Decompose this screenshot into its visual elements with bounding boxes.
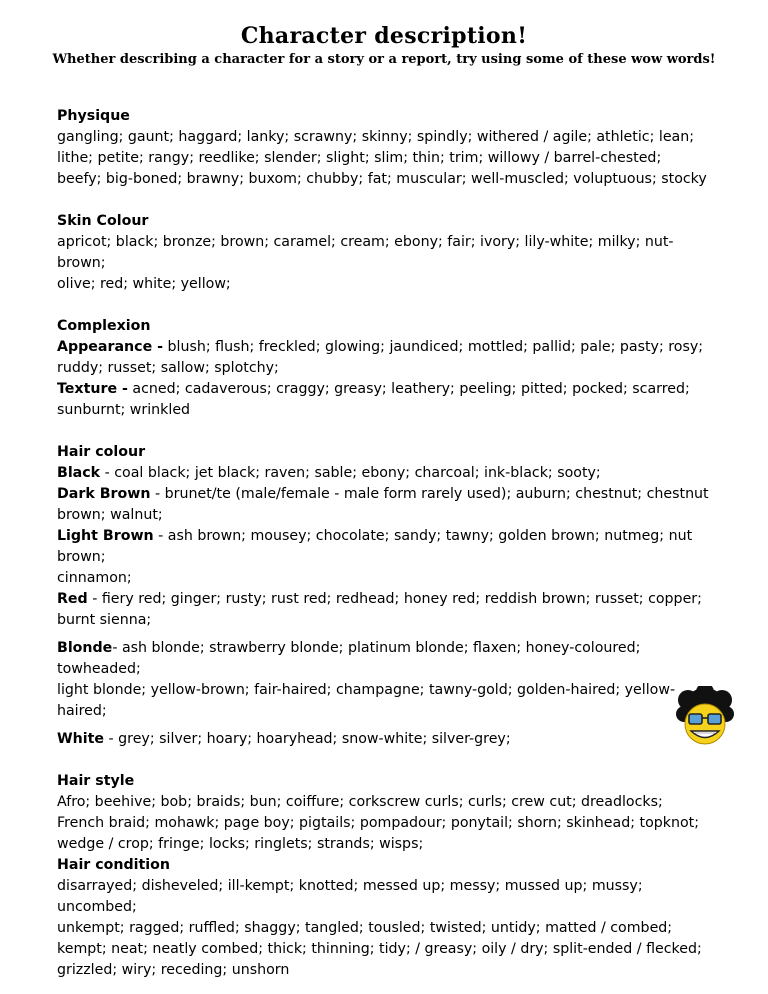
page-subtitle: Whether describing a character for a story or a report, try using some of these wow words!: [52, 52, 716, 67]
black-label: Black: [57, 465, 101, 481]
hair-condition-line: disarrayed; disheveled; ill-kempt; knotted; messed up; messy; mussed up; mussy; uncombed;: [57, 878, 643, 915]
hair-style-heading: Hair style: [57, 773, 135, 789]
dark-brown-line: [57, 484, 721, 505]
texture-label: Texture -: [57, 381, 128, 397]
light-brown-line: cinnamon;: [57, 570, 132, 586]
appearance-label: Appearance -: [57, 339, 164, 355]
red-line: burnt sienna;: [57, 612, 152, 628]
white-text: - grey; silver; hoary; hoaryhead; snow-white; silver-grey;: [104, 731, 511, 747]
dark-brown-line: brown; walnut;: [57, 507, 163, 523]
texture-line: sunburnt; wrinkled: [57, 402, 191, 418]
appearance-line: ruddy; russet; sallow; splotchy;: [57, 360, 279, 376]
hair-style-line: Afro; beehive; bob; braids; bun; coiffure; corkscrew curls; curls; crew cut; dreadlocks;: [57, 794, 663, 810]
texture-text: acned; cadaverous; craggy; greasy; leathery; peeling; pitted; pocked; scarred;: [127, 381, 690, 397]
appearance-text: blush; flush; freckled; glowing; jaundiced; mottled; pallid; pale; pasty; rosy;: [163, 339, 704, 355]
physique-line: gangling; gaunt; haggard; lanky; scrawny; skinny; spindly; withered / agile; athletic; lean;: [57, 129, 695, 145]
page-title: Character description!: [240, 23, 528, 49]
hair-style-line: French braid; mohawk; page boy; pigtails; pompadour; ponytail; shorn; skinhead; topknot;: [57, 815, 699, 831]
complexion-heading: Complexion: [57, 318, 151, 334]
black-text: - coal black; jet black; raven; sable; ebony; charcoal; ink-black; sooty;: [100, 465, 601, 481]
light-brown-line: [57, 526, 721, 568]
blonde-line: [57, 638, 721, 680]
blonde-line: light blonde; yellow-brown; fair-haired; champagne; tawny-gold; golden-haired; yellow-haired;: [57, 682, 676, 719]
light-brown-label: Light Brown: [57, 528, 154, 544]
appearance-line: [57, 337, 721, 358]
afro-smiley-icon: [676, 686, 734, 748]
hair-condition-line: kempt; neat; neatly combed; thick; thinning; tidy; / greasy; oily / dry; split-ended / flecked;: [57, 941, 702, 957]
physique-line: lithe; petite; rangy; reedlike; slender; slight; slim; thin; trim; willowy / barrel-chested;: [57, 150, 662, 166]
black-line: [57, 463, 721, 484]
texture-line: [57, 379, 721, 400]
light-brown-text: - ash brown; mousey; chocolate; sandy; tawny; golden brown; nutmeg; nut brown;: [57, 528, 693, 565]
skin-colour-line: apricot; black; bronze; brown; caramel; cream; ebony; fair; ivory; lily-white; milky; nut-brown;: [57, 234, 674, 271]
white-line: [57, 729, 721, 750]
physique-line: beefy; big-boned; brawny; buxom; chubby; fat; muscular; well-muscled; voluptuous; stocky: [57, 171, 707, 187]
hair-colour-heading: Hair colour: [57, 444, 146, 460]
hair-condition-line: unkempt; ragged; ruffled; shaggy; tangled; tousled; twisted; untidy; matted / combed;: [57, 920, 673, 936]
blonde-text: - ash blonde; strawberry blonde; platinum blonde; flaxen; honey-coloured; towheaded;: [57, 640, 641, 677]
red-text: - fiery red; ginger; rusty; rust red; redhead; honey red; reddish brown; russet; copper;: [87, 591, 702, 607]
red-label: Red: [57, 591, 88, 607]
hair-style-line: wedge / crop; fringe; locks; ringlets; strands; wisps;: [57, 836, 424, 852]
hair-condition-heading: Hair condition: [57, 857, 171, 873]
dark-brown-text: - brunet/te (male/female - male form rarely used); auburn; chestnut; chestnut: [150, 486, 709, 502]
document-body: [57, 106, 721, 981]
physique-heading: Physique: [57, 108, 130, 124]
blonde-label: Blonde: [57, 640, 113, 656]
skin-colour-line: olive; red; white; yellow;: [57, 276, 231, 292]
red-line: [57, 589, 721, 610]
white-label: White: [57, 731, 105, 747]
dark-brown-label: Dark Brown: [57, 486, 151, 502]
hair-condition-line: grizzled; wiry; receding; unshorn: [57, 962, 290, 978]
skin-colour-heading: Skin Colour: [57, 213, 149, 229]
